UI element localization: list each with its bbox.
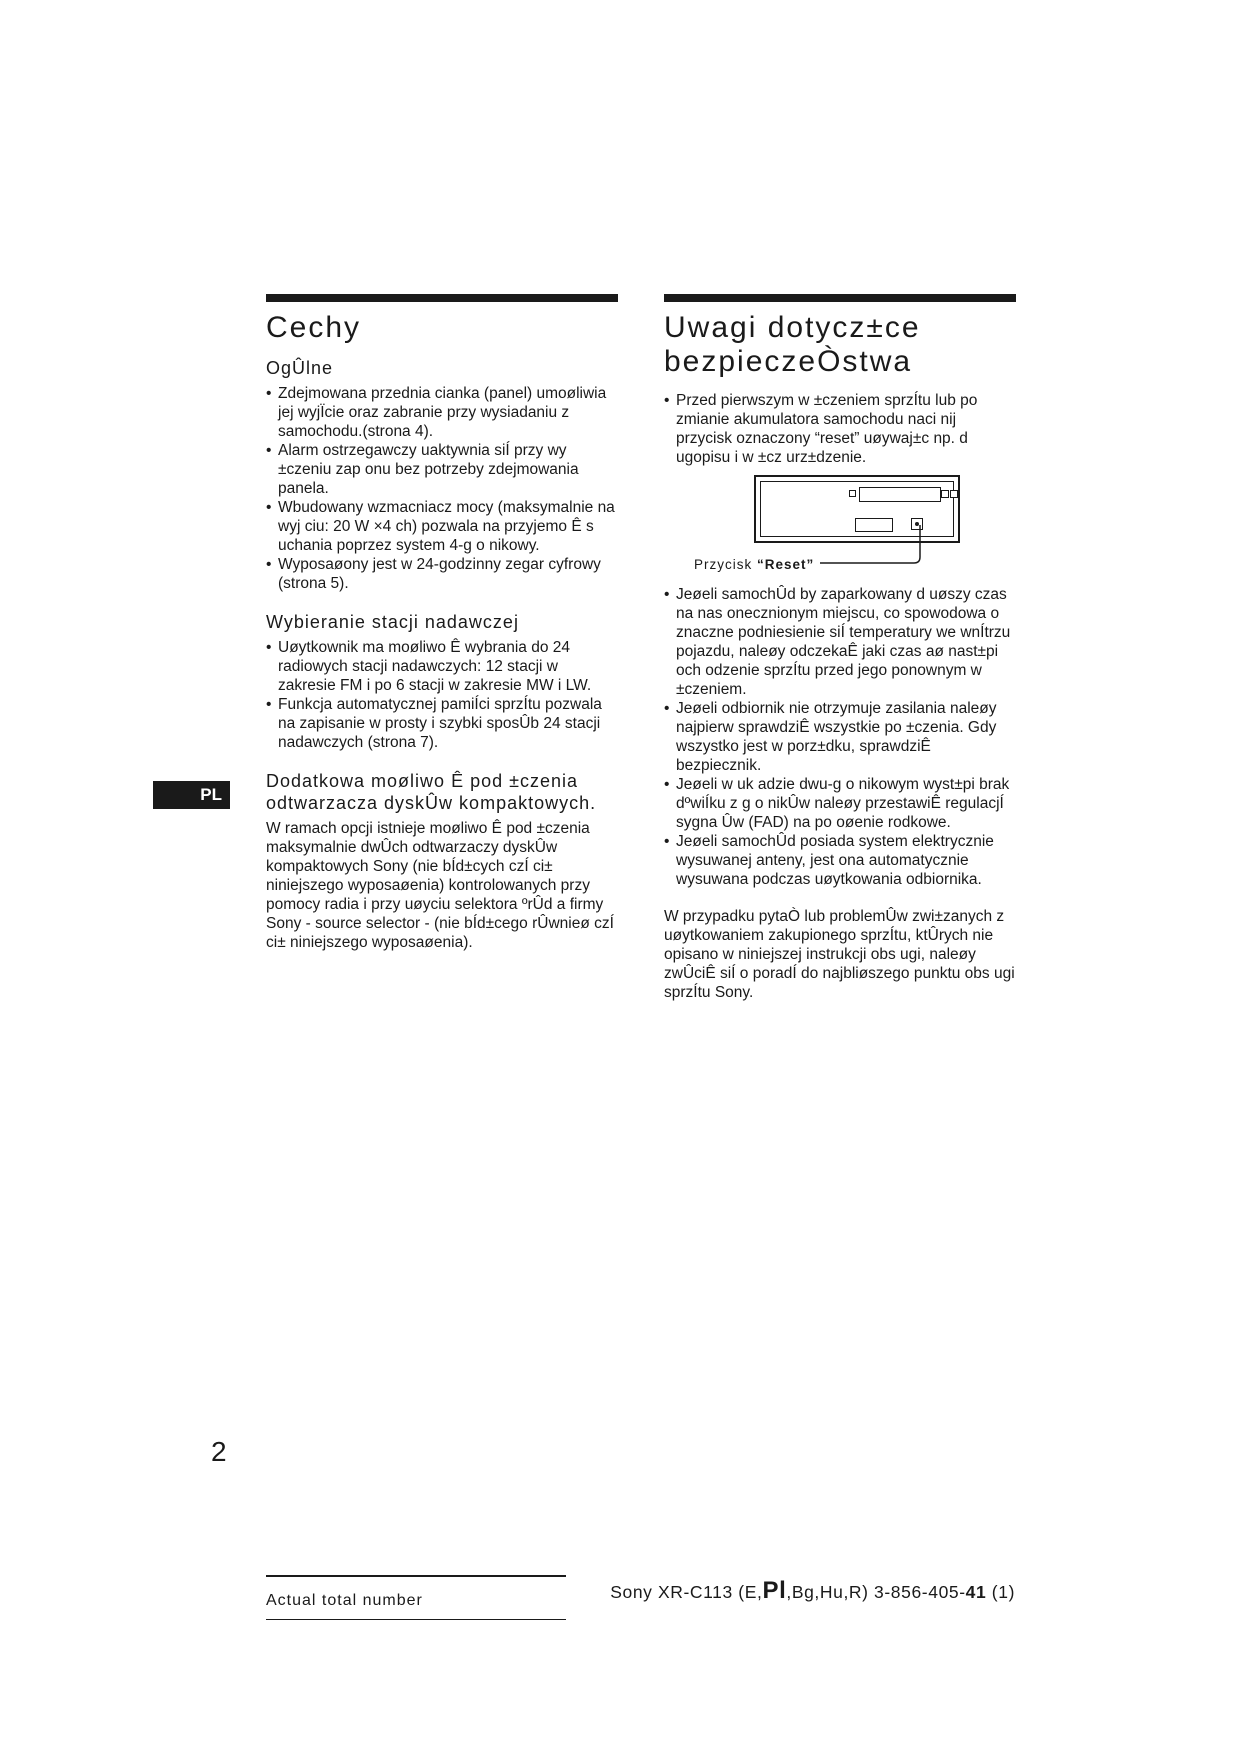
title-line-2: bezpieczeÒstwa [664, 345, 913, 378]
subheading-cd-option: Dodatkowa moøliwo Ê pod ±czenia odtwarzacza dyskÛw kompaktowych. [266, 771, 597, 813]
cd-option-paragraph: W ramach opcji istnieje moøliwo Ê pod ±czenia maksymalnie dwÛch odtwarzaczy dyskÛw kompaktowych Sony (nie bÍd±cych czÍ ci± niniejszego wyposaøenia) kontrolowanych przy pomocy radia i przy uøyciu selektora ºrÛd a firmy Sony - source selector - (nie bÍd±cego rÛwnieø czÍ ci± niniejszego wyposaøenia). [266, 820, 614, 951]
language-tab: PL [153, 781, 230, 809]
reset-button-figure [694, 475, 984, 575]
section-rule [664, 294, 1016, 302]
bullet-list-general [266, 384, 618, 593]
footer-total-label: Actual total number [266, 1591, 423, 1609]
list-item: • Wbudowany wzmacniacz mocy (maksymalnie na wyj ciu: 20 W ×4 ch) pozwala na przyjemo Ê s uchania poprzez system 4-g o nikowy. [266, 498, 618, 555]
list-item: • Wyposaøony jest w 24-godzinny zegar cyfrowy (strona 5). [266, 555, 618, 593]
reset-caption: Przycisk “Reset” [694, 557, 815, 572]
list-item: • Zdejmowana przednia cianka (panel) umoøliwia jej wyjÏcie oraz zabranie przy wysiadaniu z samochodu.(strona 4). [266, 384, 618, 441]
page-number: 2 [211, 1436, 227, 1467]
list-item: • Jeøeli odbiornik nie otrzymuje zasilania naleøy najpierw sprawdziÊ wszystkie po ±czenia. Gdy wszystko jest w porz±dku, sprawdziÊ bezpiecznik. [664, 699, 1016, 775]
list-item: • Funkcja automatycznej pamiÍci sprzÍtu pozwala na zapisanie w prosty i szybki sposÛb 24 stacji nadawczych (strona 7). [266, 695, 618, 752]
bullet-list-safety [664, 585, 1016, 889]
section-title-features: Cechy [266, 311, 362, 344]
right-column [664, 294, 1016, 1020]
footer-left [266, 1575, 566, 1620]
left-column [266, 294, 618, 970]
section-title-safety [664, 311, 1016, 379]
list-item: • Jeøeli w uk adzie dwu-g o nikowym wyst±pi brak dºwiÍku z g o nikÛw naleøy przestawiÊ regulacjÍ sygna Ûw (FAD) na po oøenie rodkowe. [664, 775, 1016, 832]
closing-paragraph: W przypadku pytaÒ lub problemÛw zwi±zanych z uøytkowaniem zakupionego sprzÍtu, ktÛrych nie opisano w niniejszej instrukcji obs ugi, naleøy zwÛciÊ siÍ o poradÍ do najbliøszego punktu obs ugi sprzÍtu Sony. [664, 908, 1015, 1001]
footer-model-code: Sony XR-C113 (E,Pl,Bg,Hu,R) 3-856-405-41 (1) [610, 1577, 1015, 1604]
subheading-station-selection: Wybieranie stacji nadawczej [266, 612, 519, 632]
subheading-general: OgÛlne [266, 358, 334, 378]
list-item: • Przed pierwszym w ±czeniem sprzÍtu lub po zmianie akumulatora samochodu naci nij przycisk oznaczony “reset” uøywaj±c np. d ugopisu i w ±cz urz±dzenie. [664, 391, 1016, 467]
list-item: • Jeøeli samochÛd posiada system elektrycznie wysuwanej anteny, jest ona automatycznie wysuwana podczas uøytkowania odbiornika. [664, 832, 1016, 889]
bullet-list-stations [266, 638, 618, 752]
title-line-1: Uwagi dotycz±ce [664, 311, 921, 344]
list-item: • Jeøeli samochÛd by zaparkowany d uøszy czas na nas onecznionym miejscu, co spowodowa o znaczne podniesienie siÍ temperatury we wnÍtrzu pojazdu, naleøy odczekaÊ jaki czas aø nast±pi och odzenie sprzÍtu przed jego ponownym w ±czeniem. [664, 585, 1016, 699]
section-rule [266, 294, 618, 302]
list-item: • Uøytkownik ma moøliwo Ê wybrania do 24 radiowych stacji nadawczych: 12 stacji w zakresie FM i po 6 stacji w zakresie MW i LW. [266, 638, 618, 695]
list-item: • Alarm ostrzegawczy uaktywnia siÍ przy wy ±czeniu zap onu bez potrzeby zdejmowania panela. [266, 441, 618, 498]
bullet-list-reset [664, 391, 1016, 467]
